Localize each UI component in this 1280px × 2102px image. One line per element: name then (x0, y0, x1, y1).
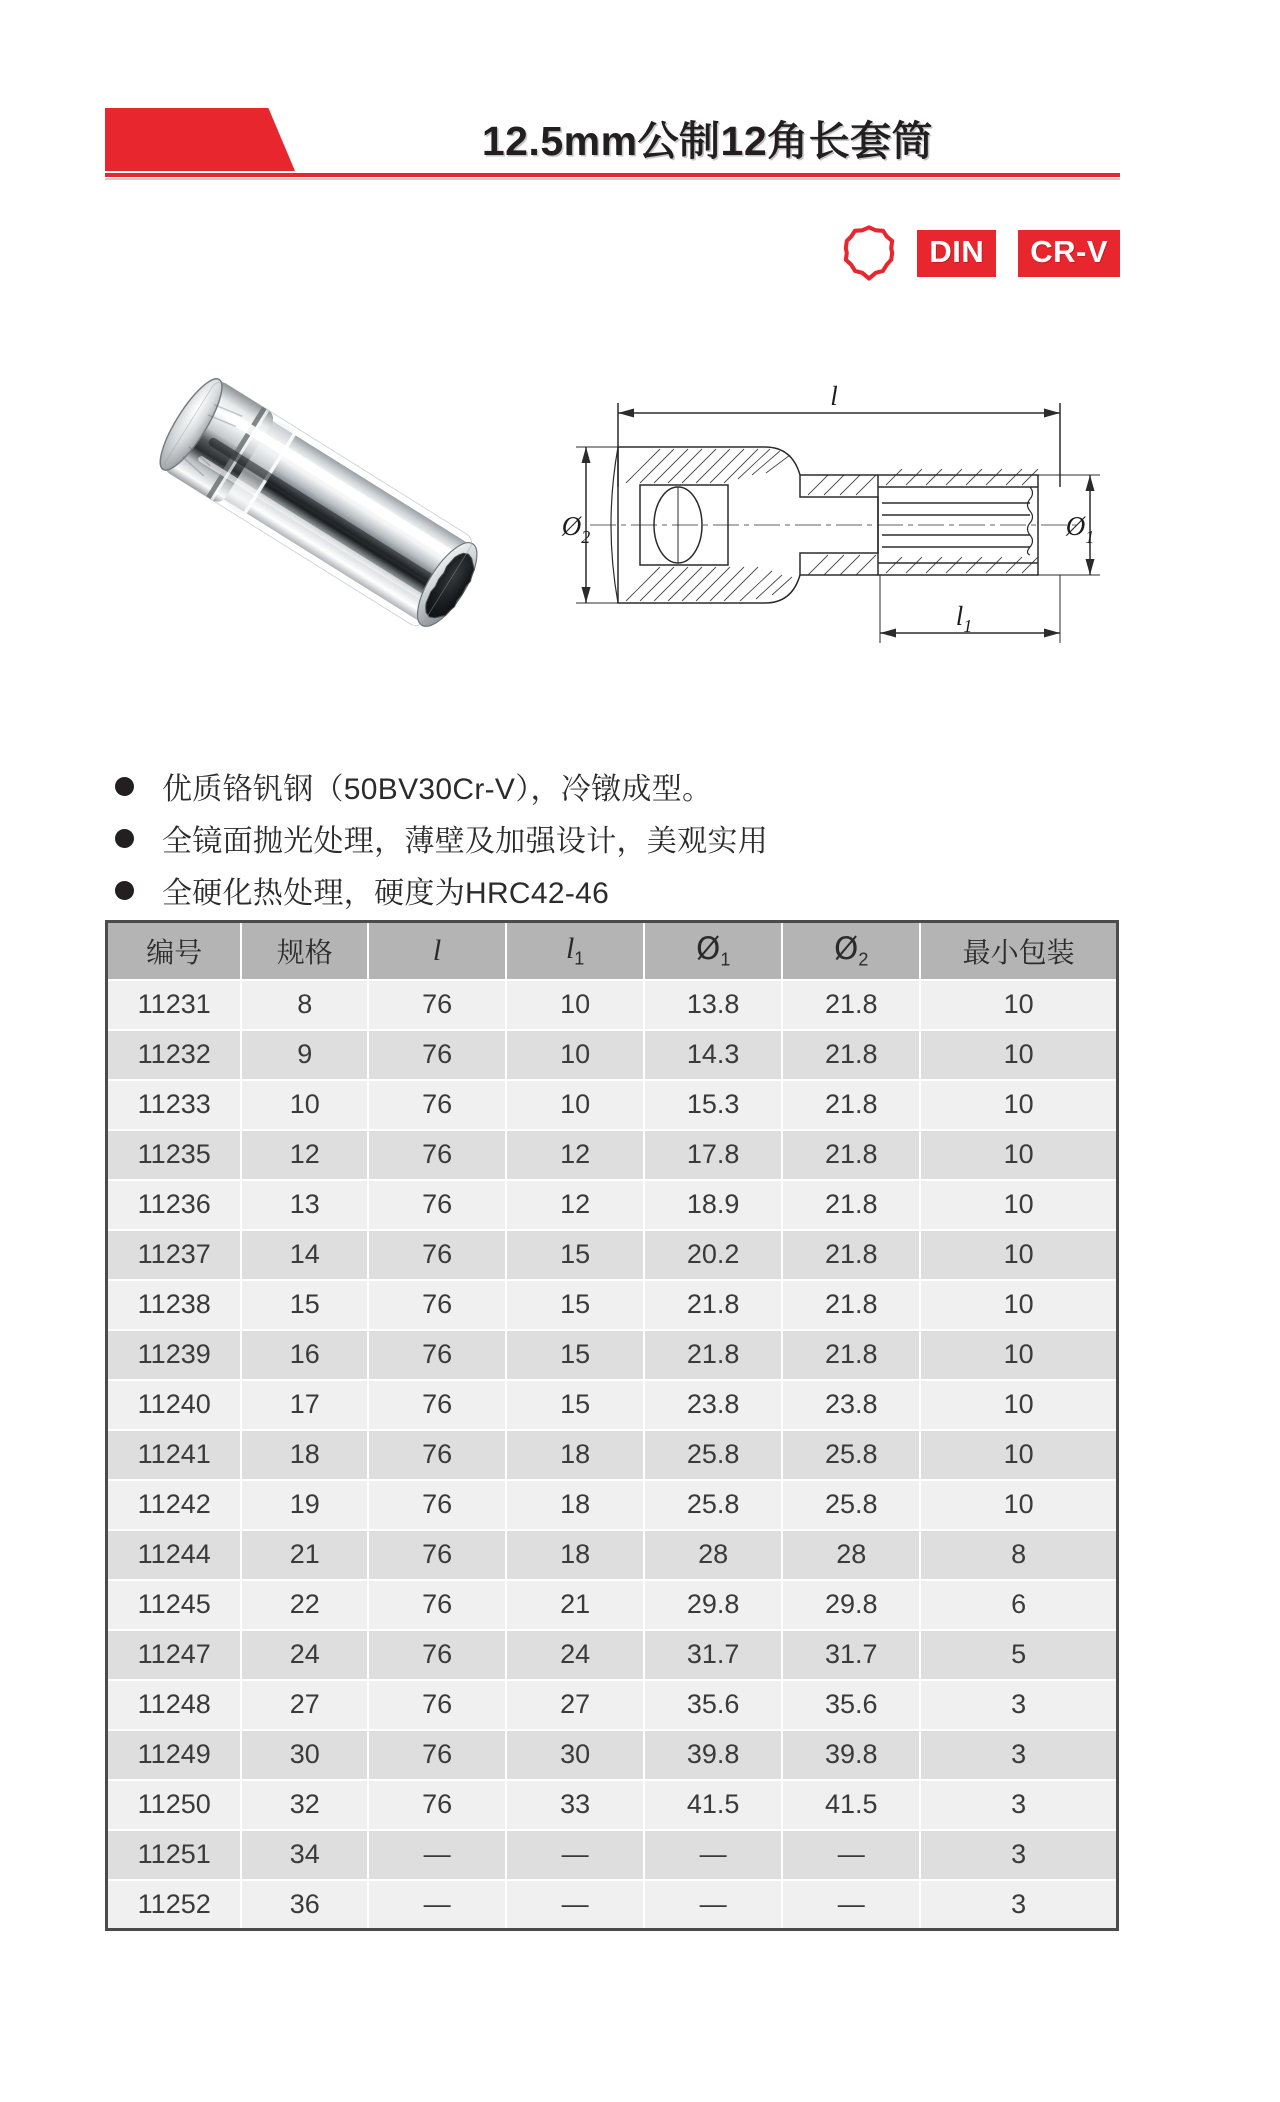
cell-spec: 22 (241, 1580, 368, 1630)
cell-spec: 30 (241, 1730, 368, 1780)
cell-length: 76 (368, 1680, 506, 1730)
cell-length: 76 (368, 1430, 506, 1480)
cell-d2: 21.8 (782, 1180, 920, 1230)
dimension-label-l1: $l_1$ (955, 601, 973, 636)
cell-length: 76 (368, 1730, 506, 1780)
cell-length: 76 (368, 1330, 506, 1380)
cell-l1: 21 (506, 1580, 644, 1630)
cell-pack: 10 (920, 1180, 1117, 1230)
cell-pack: 10 (920, 1380, 1117, 1430)
feature-item (105, 812, 1120, 864)
cell-d2: 21.8 (782, 1080, 920, 1130)
cell-spec: 24 (241, 1630, 368, 1680)
column-header-l1-glyph: l (565, 931, 575, 965)
cell-pack: 10 (920, 1280, 1117, 1330)
cell-l1: 18 (506, 1530, 644, 1580)
table-row (107, 1630, 1118, 1680)
cell-l1: 15 (506, 1330, 644, 1380)
cell-spec: 8 (241, 980, 368, 1030)
cell-l1: 10 (506, 1080, 644, 1130)
cell-spec: 9 (241, 1030, 368, 1080)
cell-code: 11247 (107, 1630, 242, 1680)
cell-code: 11235 (107, 1130, 242, 1180)
cell-code: 11236 (107, 1180, 242, 1230)
cell-d2: 29.8 (782, 1580, 920, 1630)
table-row (107, 1380, 1118, 1430)
cell-l1: 10 (506, 980, 644, 1030)
cell-d1: 17.8 (644, 1130, 782, 1180)
cell-spec: 10 (241, 1080, 368, 1130)
table-row (107, 1480, 1118, 1530)
feature-item (105, 760, 1120, 812)
dimension-label-d1: $Ø_1$ (1065, 511, 1095, 547)
cell-pack: 5 (920, 1630, 1117, 1680)
cell-d1: 21.8 (644, 1280, 782, 1330)
feature-text: 全硬化热处理，硬度为HRC42-46 (162, 877, 610, 910)
cell-d1: 28 (644, 1530, 782, 1580)
cell-d2: 21.8 (782, 1330, 920, 1380)
table-row (107, 1530, 1118, 1580)
cell-d2: 21.8 (782, 1280, 920, 1330)
column-header-pack: 最小包装 (920, 922, 1117, 980)
column-header-length (368, 922, 506, 980)
cell-pack: 3 (920, 1730, 1117, 1780)
cell-d2: 28 (782, 1530, 920, 1580)
table-row (107, 1180, 1118, 1230)
cell-d1: 14.3 (644, 1030, 782, 1080)
column-header-length-glyph: l (432, 933, 442, 967)
cell-l1: 12 (506, 1180, 644, 1230)
cell-d1: 25.8 (644, 1480, 782, 1530)
column-header-spec: 规格 (241, 922, 368, 980)
table-row (107, 1880, 1118, 1930)
cell-d2: 21.8 (782, 1030, 920, 1080)
cell-l1: 10 (506, 1030, 644, 1080)
technical-drawing (560, 375, 1120, 675)
cell-d1: 21.8 (644, 1330, 782, 1380)
cell-length: 76 (368, 1030, 506, 1080)
cell-d2: 25.8 (782, 1480, 920, 1530)
cell-pack: 10 (920, 1480, 1117, 1530)
cell-d2: 23.8 (782, 1380, 920, 1430)
cell-d2: 35.6 (782, 1680, 920, 1730)
product-photo-deep-socket (120, 355, 540, 665)
cell-l1: 24 (506, 1630, 644, 1680)
cell-length: 76 (368, 1780, 506, 1830)
cell-l1: — (506, 1830, 644, 1880)
cell-spec: 27 (241, 1680, 368, 1730)
cell-pack: 10 (920, 1130, 1117, 1180)
column-header-d1 (644, 922, 782, 980)
cell-d1: 18.9 (644, 1180, 782, 1230)
cell-d1: 31.7 (644, 1630, 782, 1680)
bullet-dot-icon (115, 881, 134, 900)
table-body (107, 980, 1118, 1930)
cell-pack: 10 (920, 1030, 1117, 1080)
cell-length: 76 (368, 1630, 506, 1680)
cell-spec: 17 (241, 1380, 368, 1430)
cell-length: 76 (368, 1530, 506, 1580)
cell-d2: 41.5 (782, 1780, 920, 1830)
cell-l1: — (506, 1880, 644, 1930)
cell-code: 11251 (107, 1830, 242, 1880)
table-row (107, 1430, 1118, 1480)
cell-code: 11244 (107, 1530, 242, 1580)
cell-spec: 34 (241, 1830, 368, 1880)
cell-pack: 3 (920, 1880, 1117, 1930)
cell-code: 11245 (107, 1580, 242, 1630)
cell-l1: 15 (506, 1230, 644, 1280)
cell-pack: 3 (920, 1680, 1117, 1730)
cell-spec: 32 (241, 1780, 368, 1830)
column-header-d2 (782, 922, 920, 980)
table-row (107, 1780, 1118, 1830)
cell-spec: 12 (241, 1130, 368, 1180)
feature-list (105, 760, 1120, 916)
table-row (107, 1280, 1118, 1330)
cell-d2: 21.8 (782, 1230, 920, 1280)
cell-spec: 14 (241, 1230, 368, 1280)
cell-d1: 23.8 (644, 1380, 782, 1430)
table-row (107, 1030, 1118, 1080)
cell-l1: 15 (506, 1380, 644, 1430)
table-row (107, 1730, 1118, 1780)
cell-l1: 18 (506, 1430, 644, 1480)
cell-d2: 21.8 (782, 980, 920, 1030)
cell-code: 11239 (107, 1330, 242, 1380)
cell-d1: — (644, 1880, 782, 1930)
cell-length: — (368, 1880, 506, 1930)
cell-length: 76 (368, 1280, 506, 1330)
cell-code: 11252 (107, 1880, 242, 1930)
table-header-row (107, 922, 1118, 980)
feature-text: 优质铬钒钢（50BV30Cr-V），冷镦成型。 (162, 773, 713, 806)
cell-length: — (368, 1830, 506, 1880)
column-header-d2-subscript: 2 (858, 949, 869, 970)
table-row (107, 980, 1118, 1030)
header-rule (105, 173, 1120, 177)
cell-pack: 6 (920, 1580, 1117, 1630)
cell-spec: 21 (241, 1530, 368, 1580)
bullet-dot-icon (115, 829, 134, 848)
cell-length: 76 (368, 1380, 506, 1430)
twelve-point-socket-icon (843, 225, 895, 281)
cell-spec: 18 (241, 1430, 368, 1480)
cell-l1: 18 (506, 1480, 644, 1530)
table-row (107, 1680, 1118, 1730)
feature-item (105, 864, 1120, 916)
table-row (107, 1080, 1118, 1130)
cell-l1: 33 (506, 1780, 644, 1830)
cell-d2: 39.8 (782, 1730, 920, 1780)
cell-code: 11249 (107, 1730, 242, 1780)
cell-spec: 15 (241, 1280, 368, 1330)
cell-l1: 30 (506, 1730, 644, 1780)
cell-code: 11231 (107, 980, 242, 1030)
cell-d1: 25.8 (644, 1430, 782, 1480)
specification-table (105, 920, 1119, 1931)
cell-d1: 39.8 (644, 1730, 782, 1780)
cell-length: 76 (368, 1230, 506, 1280)
cell-d2: 31.7 (782, 1630, 920, 1680)
cell-pack: 10 (920, 1230, 1117, 1280)
cell-d1: 35.6 (644, 1680, 782, 1730)
cell-l1: 15 (506, 1280, 644, 1330)
column-header-l1 (506, 922, 644, 980)
cell-spec: 19 (241, 1480, 368, 1530)
cell-pack: 10 (920, 980, 1117, 1030)
cell-code: 11233 (107, 1080, 242, 1130)
cell-pack: 10 (920, 1330, 1117, 1380)
cell-pack: 8 (920, 1530, 1117, 1580)
cell-spec: 16 (241, 1330, 368, 1380)
column-header-d2-glyph: Ø (834, 930, 859, 967)
cell-code: 11241 (107, 1430, 242, 1480)
cell-code: 11248 (107, 1680, 242, 1730)
page-title: 12.5mm公制12角长套筒 (481, 117, 934, 164)
column-header-d1-subscript: 1 (720, 949, 731, 970)
cell-spec: 13 (241, 1180, 368, 1230)
bullet-dot-icon (115, 777, 134, 796)
header-rule-shadow (105, 178, 1120, 180)
dimension-label-length: l (830, 381, 838, 411)
cell-spec: 36 (241, 1880, 368, 1930)
cell-d1: 20.2 (644, 1230, 782, 1280)
cell-code: 11237 (107, 1230, 242, 1280)
cell-d2: 25.8 (782, 1430, 920, 1480)
column-header-d1-glyph: Ø (695, 930, 721, 967)
column-header-code: 编号 (107, 922, 242, 980)
cell-d1: 29.8 (644, 1580, 782, 1630)
page-header (105, 108, 1120, 180)
cell-code: 11240 (107, 1380, 242, 1430)
cell-d2: 21.8 (782, 1130, 920, 1180)
table-row (107, 1130, 1118, 1180)
cell-length: 76 (368, 1080, 506, 1130)
cell-length: 76 (368, 980, 506, 1030)
cell-code: 11238 (107, 1280, 242, 1330)
cell-d1: 41.5 (644, 1780, 782, 1830)
cell-length: 76 (368, 1180, 506, 1230)
cell-code: 11250 (107, 1780, 242, 1830)
badge-crv: CR-V (1018, 230, 1120, 277)
cell-l1: 27 (506, 1680, 644, 1730)
feature-text: 全镜面抛光处理，薄壁及加强设计，美观实用 (162, 825, 768, 858)
dimension-label-d2: $Ø_2$ (561, 511, 591, 547)
cell-code: 11232 (107, 1030, 242, 1080)
cell-l1: 12 (506, 1130, 644, 1180)
header-red-tab (105, 108, 295, 171)
cell-length: 76 (368, 1580, 506, 1630)
cell-pack: 3 (920, 1830, 1117, 1880)
cell-d1: 13.8 (644, 980, 782, 1030)
cell-d2: — (782, 1830, 920, 1880)
cell-pack: 10 (920, 1430, 1117, 1480)
standards-badge-group (600, 225, 1120, 281)
table-row (107, 1330, 1118, 1380)
table-row (107, 1830, 1118, 1880)
column-header-l1-subscript: 1 (574, 948, 585, 969)
table-row (107, 1230, 1118, 1280)
cell-length: 76 (368, 1130, 506, 1180)
cell-d1: 15.3 (644, 1080, 782, 1130)
cell-d1: — (644, 1830, 782, 1880)
cell-length: 76 (368, 1480, 506, 1530)
cell-code: 11242 (107, 1480, 242, 1530)
badge-din: DIN (917, 230, 996, 277)
illustration-row (105, 355, 1120, 695)
cell-pack: 10 (920, 1080, 1117, 1130)
cell-d2: — (782, 1880, 920, 1930)
table-row (107, 1580, 1118, 1630)
cell-pack: 3 (920, 1780, 1117, 1830)
